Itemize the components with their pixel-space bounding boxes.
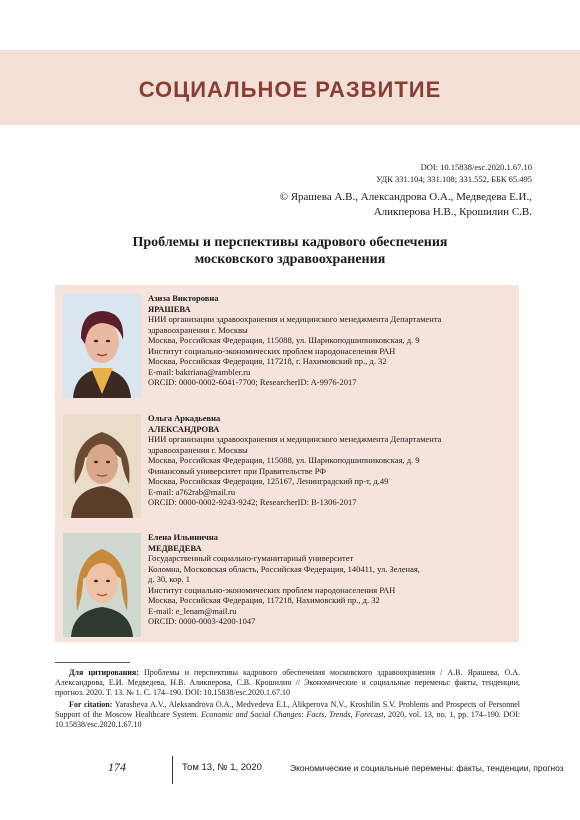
author-line: Москва, Российская Федерация, 117218, Нахимовский пр., д. 32 (148, 595, 380, 605)
author-orcid: ORCID: 0000-0003-4200-1047 (148, 616, 256, 626)
copyright-line-1: © Ярашева А.В., Александрова О.А., Медведева Е.И., (279, 191, 532, 203)
author-line: здравоохранения г. Москвы (148, 324, 248, 335)
author-line: Институт социально-экономических проблем народонаселения РАН (148, 584, 396, 595)
authors-panel (55, 285, 519, 642)
udk: УДК 331.104; 331.108; 331.552, ББК 65.495 (376, 174, 532, 184)
author-line: д. 30, кор. 1 (148, 574, 191, 584)
author-orcid: ORCID: 0000-0002-6041-7700; ResearcherID: A-9976-2017 (148, 377, 357, 387)
author-line: Москва, Российская Федерация, 115088, ул. Шарикоподшипниковская, д. 9 (148, 455, 420, 465)
journal-name: Экономические и социальные перемены: факты, тенденции, прогноз (290, 763, 564, 773)
citation-en-text-end: , 2020, vol. 13, no. 1, pp. 174–190. DOI: 10.15838/esc.2020.1.67.10 (55, 710, 520, 729)
author-photo (63, 533, 141, 637)
author-email[interactable]: E-mail: e_lenam@mail.ru (148, 605, 237, 616)
citation-en-journal: Economic and Social Changes: Facts, Trends, Forecast (200, 710, 384, 719)
citation-en-text: Yarasheva A.V., Aleksandrova O.A., Medvedeva E.I., Alikperova N.V., Kroshilin S.V. Problems and Prospects of Personnel Support of the Moscow Healthcare System. (55, 700, 520, 719)
author-first-name: Азиза Викторовна (148, 293, 219, 303)
author-line: НИИ организации здравоохранения и медицинского менеджмента Департамента (148, 434, 442, 444)
author-email[interactable]: E-mail: baktriana@rambler.ru (148, 366, 251, 377)
article-title-line-1: Проблемы и перспективы кадрового обеспечения (132, 235, 448, 250)
article-title-line-2: московского здравоохранения (194, 252, 386, 267)
article-title (60, 234, 520, 268)
author-orcid: ORCID: 0000-0002-9243-9242; ResearcherID: B-1306-2017 (148, 497, 357, 507)
author-line: Москва, Российская Федерация, 117218, г. Нахимовский пр., д. 32 (148, 356, 387, 366)
author-last-name: ЯРАШЕВА (148, 303, 191, 314)
author-info (148, 532, 508, 627)
journal-issue: Том 13, № 1, 2020 (182, 762, 262, 773)
author-line: Институт социально-экономических проблем народонаселения РАН (148, 345, 396, 356)
doi[interactable]: DOI: 10.15838/esc.2020.1.67.10 (420, 162, 532, 172)
author-photo (63, 414, 141, 518)
author-line: Финансовый университет при Правительстве РФ (148, 465, 326, 476)
author-first-name: Елена Ильинична (148, 532, 218, 542)
author-line: Коломна, Московская область, Российская Федерация, 140411, ул. Зеленая, (148, 563, 420, 574)
citation-en-label: For citation: (69, 700, 113, 709)
author-line: Государственный социально-гуманитарный университет (148, 553, 354, 563)
copyright-line-2: Аликперова Н.В., Крошилин С.В. (373, 206, 532, 218)
author-photo (63, 294, 141, 398)
author-line: Москва, Российская Федерация, 115088, ул. Шарикоподшипниковская, д. 9 (148, 335, 420, 345)
citation-en (55, 700, 520, 730)
page-number: 174 (108, 760, 126, 774)
author-line: НИИ организации здравоохранения и медицинского менеджмента Департамента (148, 314, 442, 324)
copyright (192, 190, 532, 220)
footer-divider (172, 756, 173, 784)
author-line: здравоохранения г. Москвы (148, 444, 248, 455)
citation-ru (55, 668, 520, 698)
author-first-name: Ольга Аркадьевна (148, 413, 221, 423)
author-email[interactable]: E-mail: a762rab@mail.ru (148, 486, 236, 497)
author-line: Москва, Российская Федерация, 125167, Ленинградский пр-т, д.49 (148, 476, 389, 486)
author-last-name: АЛЕКСАНДРОВА (148, 423, 220, 434)
footnote-divider (55, 662, 130, 663)
author-info (148, 293, 508, 388)
citation-ru-label: Для цитирования: (69, 668, 139, 677)
citation-ru-text: Проблемы и перспективы кадрового обеспечения московского здравоохранения / А.В. Ярашева, О.А. Александрова, Е.И. Медведева, Н.В. Аликперова, С.В. Крошилин // Экономические и социальные перемены: факты, тенденции, прогноз. 2020. Т. 13. № 1. С. 174–190. DOI: 10.15838/esc.2020.1.67.10 (55, 668, 521, 697)
section-title: СОЦИАЛЬНОЕ РАЗВИТИЕ (138, 77, 442, 102)
author-last-name: МЕДВЕДЕВА (148, 542, 202, 553)
author-info (148, 413, 508, 508)
